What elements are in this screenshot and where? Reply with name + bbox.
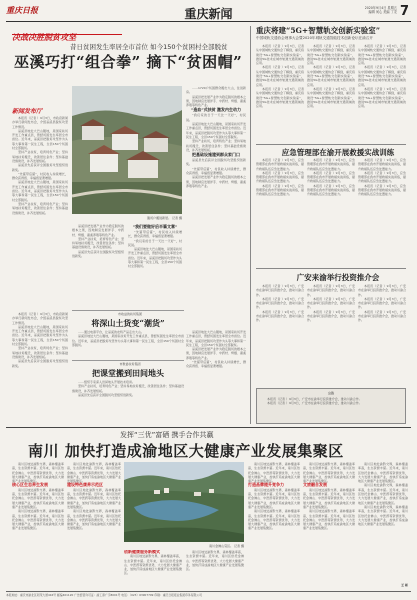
- notice-title: 公告: [327, 391, 334, 395]
- story-column-right-b: 巫溪县地处大巴山腹地，是国家扶贫开发工作重点县，曾经贫困发生率居全市首位。近年来，巫溪县把脱贫攻坚作为头等大事和第一民生工程，全县150个贫困村全部脱贫。 巫溪县把发展产业作为稳定脱贫的根本之策，因地制宜发展洋芋、中药材、烤烟、畜禽养殖等特色产业。 “先富带后富”，村民收入持续增长，群众获得感、幸福感显著增强。: [186, 330, 246, 369]
- subsection-heading: 核心区生态养生发展: [12, 482, 48, 488]
- column-divider: [250, 26, 251, 424]
- story-column-left: 本报讯（记者 ）9月3日，市政府新闻办举行新闻发布会，介绍巫溪县脱贫攻坚工作情况。 巫溪县地处大巴山腹地，是国家扶贫开发工作重点县，曾经贫困发生率居全市首位。近年来，巫溪县把脱贫攻坚作为头等大事和第一民生工程，全县150个贫困村全部脱贫。 坚持产业扶贫，培育特色产业；坚持易地扶贫搬迁，改善居住条件；坚持基础设施建设，补齐发展短板。 巫溪县先后获评全国脱贫攻坚组织创新奖。 “先富带后富”，村民收入持续增长，群众获得感、幸福感显著增强。 巫溪县地处大巴山腹地，是国家扶贫开发工作重点县，曾经贫困发生率居全市首位。近年来，巫溪县把脱贫攻坚作为头等大事和第一民生工程，全县150个贫困村全部脱贫。 坚持产业扶贫，培育特色产业；坚持易地扶贫搬迁，改善居住条件；坚持基础设施建设，补齐发展短板。: [12, 116, 68, 215]
- village-photo-image: [72, 86, 182, 214]
- story-photo: [72, 86, 182, 214]
- subsection-heading: 建设特色康养示范区: [67, 482, 103, 488]
- story-column-5: 南川区地处渝黔交界，森林覆盖率高，生态资源丰富。近年来，南川区依托金佛山、中医药等资源优势，大力发展大健康产业，加快打造成渝地区大健康产业发展集聚区。 打造品牌提升竞争力 南川区地处渝黔交界，森林覆盖率高，生态资源丰富。近年来，南川区依托金佛山、中医药等资源优势，大力发展大健康产业，加快打造成渝地区大健康产业发展集聚区。 南川区地处渝黔交界，森林覆盖率高，生态资源丰富。近年来，南川区依托金佛山、中医药等资源优势，大力发展大健康产业，加快打造成渝地区大健康产业发展集聚区。: [248, 462, 300, 531]
- column-story-headline: 将深山土货变“潮货”: [91, 318, 165, 328]
- story-subhead: 中国城轨交通协会理事大会暨2020年城轨交通智能技术创新论坛在渝召开: [256, 36, 373, 40]
- column-story-body: ……组织专家深入田间地头开展技术培训。 坚持产业扶贫，培育特色产业；坚持易地扶贫搬迁，改善居住条件；坚持基础设施建设，补齐发展短板。 巫溪县先后获评全国脱贫攻坚组织创新奖。: [72, 380, 184, 397]
- divider: [72, 310, 184, 311]
- section-subhead-2: 把基础设施建到群众家门口: [192, 152, 240, 158]
- story-column-mid-a: 巫溪县把发展产业作为稳定脱贫的根本之策，因地制宜发展洋芋、中药材、烤烟、畜禽养殖等特色产业。 坚持产业扶贫，培育特色产业；坚持易地扶贫搬迁，改善居住条件；坚持基础设施建设，补齐发展短板。 巫溪县先后获评全国脱贫攻坚组织创新奖。: [72, 224, 124, 259]
- story-body-col1: 本报讯（记者 ）9月3日，应急管理部在我市开展救援实战训练，提升救援队伍应急处置能力。 本报讯（记者 ）9月3日，应急管理部在我市开展救援实战训练，提升救援队伍应急处置能力。 本报讯（记者 ）9月3日，应急管理部在我市开展救援实战训练，提升救援队伍应急处置能力。: [256, 158, 304, 197]
- divider: [72, 360, 184, 361]
- section-subhead: “造血”式扶贫 激发内生动力: [191, 107, 241, 113]
- section-title: 重庆新闻: [184, 7, 233, 21]
- news-release-badge: 新闻发布厅: [12, 108, 43, 115]
- story-column-3: 创新健康服务新模式 南川区地处渝黔交界，森林覆盖率高，生态资源丰富。近年来，南川区依托金佛山、中医药等资源优势，大力发展大健康产业，加快打造成渝地区大健康产业发展集聚区。: [124, 550, 182, 576]
- byline: 王 彬: [400, 583, 408, 587]
- story-headline: 重庆将建“5G+智慧轨交创新实验室”: [256, 26, 381, 35]
- story-body-col2: 本报讯（记者 ）9月3日，记者从中国城轨交通协会了解到，重庆将建设“5G+智慧轨交创新实验室”，推进5G技术在城市轨道交通领域的应用。 本报讯（记者 ）9月3日，记者从中国城轨交通协会了解到，重庆将建设“5G+智慧轨交创新实验室”，推进5G技术在城市轨道交通领域的应用。 本报讯（记者 ）9月3日，记者从中国城轨交通协会了解到，重庆将建设“5G+智慧轨交创新实验室”，推进5G技术在城市轨道交通领域的应用。: [307, 44, 355, 109]
- column-kicker: 决战决胜脱贫攻坚: [12, 25, 122, 35]
- landscape-photo-image: [124, 462, 244, 542]
- story-topline: 发挥“三优”富硒 携手合作共赢: [120, 431, 214, 439]
- divider: [256, 144, 406, 145]
- story-photo: [124, 462, 244, 542]
- story-body-col2: 本报讯（记者 ）9月3日，应急管理部在我市开展救援实战训练，提升救援队伍应急处置能力。 本报讯（记者 ）9月3日，应急管理部在我市开展救援实战训练，提升救援队伍应急处置能力。 本报讯（记者 ）9月3日，应急管理部在我市开展救援实战训练，提升救援队伍应急处置能力。: [307, 158, 355, 197]
- story-column-left-b: 本报讯（记者 ）9月3日，市政府新闻办举行新闻发布会，介绍巫溪县脱贫攻坚工作情况。 巫溪县地处大巴山腹地，是国家扶贫开发工作重点县，曾经贫困发生率居全市首位。近年来，巫溪县把脱贫攻坚作为头等大事和第一民生工程，全县150个贫困村全部脱贫。 坚持产业扶贫，培育特色产业；坚持易地扶贫搬迁，改善居住条件；坚持基础设施建设，补齐发展短板。 巫溪县先后获评全国脱贫攻坚组织创新奖。: [12, 312, 68, 368]
- quote-subhead: “我们要做好后半篇文章”: [132, 224, 178, 229]
- story-subhead: 昔日贫困发生率居全市首位 如今150个贫困村全部脱贫: [70, 43, 228, 51]
- story-body-col3: 本报讯（记者 ）9月3日，广安市在渝举行投资推介会，推动川渝合作。 本报讯（记者 ）9月3日，广安市在渝举行投资推介会，推动川渝合作。 本报讯（记者 ）9月3日，广安市在渝举行投资推介会，推动川渝合作。: [358, 284, 406, 323]
- page-number: 7: [399, 4, 409, 19]
- notice-box: [256, 388, 406, 424]
- column-story-label: 市收益的扶贫集团: [117, 312, 142, 316]
- date-info: 2020年9月4日 星期五 编辑 何心 美编 丁龙: [364, 6, 397, 14]
- story-headline: 广安来渝举行投资推介会: [296, 273, 380, 282]
- story-headline: 南川 加快打造成渝地区大健康产业发展集聚区: [28, 442, 344, 460]
- story-column-mid-b: “我们要做好后半篇文章” “先富带后富”，村民收入持续增长，群众获得感、幸福感显著增强。 “我们家的日子一天比一天好”，村民说。 巫溪县地处大巴山腹地，是国家扶贫开发工作重点县，曾经贫困发生率居全市首位。近年来，巫溪县把脱贫攻坚作为头等大事和第一民生工程，全县150个贫困村全部脱贫。: [128, 224, 182, 269]
- subsection-heading: 打造品牌提升竞争力: [248, 482, 284, 488]
- photo-caption: 脱贫户搬进新居。 记者 摄: [147, 216, 182, 220]
- subsection-heading: 创新健康服务新模式: [124, 550, 160, 554]
- story-column-6: 南川区地处渝黔交界，森林覆盖率高，生态资源丰富。近年来，南川区依托金佛山、中医药等资源优势，大力发展大健康产业，加快打造成渝地区大健康产业发展集聚区。 文旅融合发展 南川区地处渝黔交界，森林覆盖率高，生态资源丰富。近年来，南川区依托金佛山、中医药等资源优势，大力发展大健康产业，加快打造成渝地区大健康产业发展集聚区。 南川区地处渝黔交界，森林覆盖率高，生态资源丰富。近年来，南川区依托金佛山、中医药等资源优势，大力发展大健康产业，加快打造成渝地区大健康产业发展集聚区。: [303, 462, 355, 531]
- photo-caption: 南川金佛山景区。 记者 摄: [209, 544, 244, 548]
- story-body-col1: 本报讯（记者 ）9月3日，广安市在渝举行投资推介会，推动川渝合作。 本报讯（记者 ）9月3日，广安市在渝举行投资推介会，推动川渝合作。 本报讯（记者 ）9月3日，广安市在渝举行投资推介会，推动川渝合作。: [256, 284, 304, 323]
- masthead: [6, 4, 411, 22]
- divider: [256, 268, 406, 269]
- story-body-col3: 本报讯（记者 ）9月3日，记者从中国城轨交通协会了解到，重庆将建设“5G+智慧轨交创新实验室”，推进5G技术在城市轨道交通领域的应用。 本报讯（记者 ）9月3日，记者从中国城轨交通协会了解到，重庆将建设“5G+智慧轨交创新实验室”，推进5G技术在城市轨道交通领域的应用。 本报讯（记者 ）9月3日，记者从中国城轨交通协会了解到，重庆将建设“5G+智慧轨交创新实验室”，推进5G技术在城市轨道交通领域的应用。: [358, 44, 406, 109]
- page-footer: 本报地址：重庆市渝北区同茂大道416号 邮编401120 广告经营许可证：渝工商广字8001号 电话：（023）63907799 印刷：重庆日报报业集团印务有限公司: [6, 591, 411, 598]
- story-column-right-a: ……1720户贫困群众搬出大山，住进新房。 巫溪县把发展产业作为稳定脱贫的根本之策，因地制宜发展洋芋、中药材、烤烟、畜禽养殖等特色产业。 “造血”式扶贫 激发内生动力 “我们家的日子一天比一天好”，村民说。 巫溪县地处大巴山腹地，是国家扶贫开发工作重点县，曾经贫困发生率居全市首位。近年来，巫溪县把脱贫攻坚作为头等大事和第一民生工程，全县150个贫困村全部脱贫。 坚持产业扶贫，培育特色产业；坚持易地扶贫搬迁，改善居住条件；坚持基础设施建设，补齐发展短板。 把基础设施建到群众家门口 巫溪县先后获评全国脱贫攻坚组织创新奖。 “先富带后富”，村民收入持续增长，群众获得感、幸福感显著增强。 巫溪县把发展产业作为稳定脱贫的根本之策，因地制宜发展洋芋、中药材、烤烟、畜禽养殖等特色产业。: [186, 86, 246, 188]
- newspaper-logo: 重庆日报: [6, 5, 38, 15]
- story-column-7: 南川区地处渝黔交界，森林覆盖率高，生态资源丰富。近年来，南川区依托金佛山、中医药等资源优势，大力发展大健康产业，加快打造成渝地区大健康产业发展集聚区。 南川区地处渝黔交界，森林覆盖率高，生态资源丰富。近年来，南川区依托金佛山、中医药等资源优势，大力发展大健康产业，加快打造成渝地区大健康产业发展集聚区。 南川区地处渝黔交界，森林覆盖率高，生态资源丰富。近年来，南川区依托金佛山、中医药等资源优势，大力发展大健康产业，加快打造成渝地区大健康产业发展集聚区。: [358, 462, 408, 527]
- story-headline: 巫溪巧打“组合拳” 摘下“贫困帽”: [14, 53, 243, 71]
- column-story-headline: 把课堂搬到田间地头: [92, 368, 164, 378]
- notice-body: 本报讯（记者 ）9月3日，广安市在渝举行投资推介会，推动川渝合作。 本报讯（记者 ）9月3日，广安市在渝举行投资推介会，推动川渝合作。: [267, 397, 362, 406]
- story-headline: 应急管理部在渝开展救援实战训练: [281, 148, 395, 157]
- subsection-heading: 文旅融合发展: [303, 482, 327, 488]
- story-column-4: 南川区地处渝黔交界，森林覆盖率高，生态资源丰富。近年来，南川区依托金佛山、中医药等资源优势，大力发展大健康产业，加快打造成渝地区大健康产业发展集聚区。: [186, 550, 244, 572]
- story-column-2: 南川区地处渝黔交界，森林覆盖率高，生态资源丰富。近年来，南川区依托金佛山、中医药等资源优势，大力发展大健康产业，加快打造成渝地区大健康产业发展集聚区。 建设特色康养示范区 南川区地处渝黔交界，森林覆盖率高，生态资源丰富。近年来，南川区依托金佛山、中医药等资源优势，大力发展大健康产业，加快打造成渝地区大健康产业发展集聚区。 南川区地处渝黔交界，森林覆盖率高，生态资源丰富。近年来，南川区依托金佛山、中医药等资源优势，大力发展大健康产业，加快打造成渝地区大健康产业发展集聚区。: [67, 462, 121, 531]
- column-story-label: 市教委扶贫集团: [119, 362, 141, 366]
- story-body-col1: 本报讯（记者 ）9月3日，记者从中国城轨交通协会了解到，重庆将建设“5G+智慧轨交创新实验室”，推进5G技术在城市轨道交通领域的应用。 本报讯（记者 ）9月3日，记者从中国城轨交通协会了解到，重庆将建设“5G+智慧轨交创新实验室”，推进5G技术在城市轨道交通领域的应用。 本报讯（记者 ）9月3日，记者从中国城轨交通协会了解到，重庆将建设“5G+智慧轨交创新实验室”，推进5G技术在城市轨道交通领域的应用。: [256, 44, 304, 109]
- column-story-body: ……通过电商平台，让巫溪的农特产品走出大山。 巫溪县地处大巴山腹地，是国家扶贫开发工作重点县，曾经贫困发生率居全市首位。近年来，巫溪县把脱贫攻坚作为头等大事和第一民生工程，全县150个贫困村全部脱贫。: [72, 330, 184, 347]
- story-body-col3: 本报讯（记者 ）9月3日，应急管理部在我市开展救援实战训练，提升救援队伍应急处置能力。 本报讯（记者 ）9月3日，应急管理部在我市开展救援实战训练，提升救援队伍应急处置能力。 本报讯（记者 ）9月3日，应急管理部在我市开展救援实战训练，提升救援队伍应急处置能力。: [358, 158, 406, 197]
- story-body-col2: 本报讯（记者 ）9月3日，广安市在渝举行投资推介会，推动川渝合作。 本报讯（记者 ）9月3日，广安市在渝举行投资推介会，推动川渝合作。 本报讯（记者 ）9月3日，广安市在渝举行投资推介会，推动川渝合作。: [307, 284, 355, 323]
- section-divider: [6, 427, 411, 428]
- story-column-1: 南川区地处渝黔交界，森林覆盖率高，生态资源丰富。近年来，南川区依托金佛山、中医药等资源优势，大力发展大健康产业，加快打造成渝地区大健康产业发展集聚区。 核心区生态养生发展 南川区地处渝黔交界，森林覆盖率高，生态资源丰富。近年来，南川区依托金佛山、中医药等资源优势，大力发展大健康产业，加快打造成渝地区大健康产业发展集聚区。 南川区地处渝黔交界，森林覆盖率高，生态资源丰富。近年来，南川区依托金佛山、中医药等资源优势，大力发展大健康产业，加快打造成渝地区大健康产业发展集聚区。: [12, 462, 64, 531]
